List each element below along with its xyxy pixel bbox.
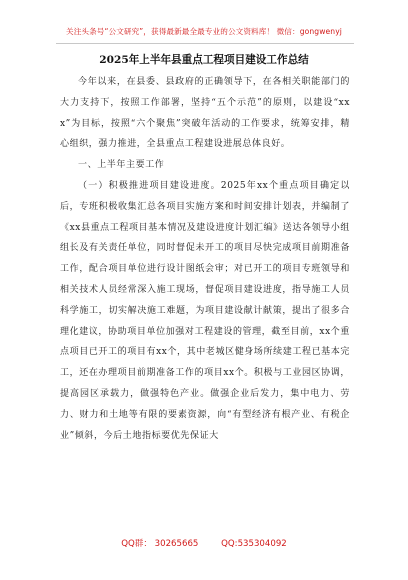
document-body bbox=[60, 72, 350, 446]
section-heading: 一、上半年主要工作 bbox=[78, 160, 165, 171]
header-banner: 关注头条号“公文研究”，获得最新最全最专业的公文资料库！ 微信：gongwenyj bbox=[66, 27, 342, 36]
paragraph-intro: 今年以来，在县委、县政府的正确领导下，在各相关职能部门的大力支持下，按照工作部署，坚持“五个示范”的原则，以建设“xxx”为目标，按照“六个聚焦”突破年活动的工作要求，统筹安排，精心组织，强力推进，全县重点工程建设进展总体良好。 bbox=[60, 77, 350, 150]
footer-qq-group: QQ群： 30265665 bbox=[121, 539, 199, 549]
footer-contact bbox=[0, 537, 408, 549]
document-title: 2025年上半年县重点工程项目建设工作总结 bbox=[99, 54, 309, 66]
header-divider bbox=[56, 43, 354, 44]
footer-qq-number: QQ:535304092 bbox=[221, 539, 287, 549]
paragraph-progress: （一）积极推进项目建设进度。2025年xx个重点项目确定以后，专班积极收集汇总各项目实施方案和时间安排计划表，并编制了《xx县重点工程项目基本情况及建设进度计划汇编》送达各领导小组组长及有关责任单位，同时督促未开工的项目尽快完成项目前期准备工作，配合项目单位进行设计图纸会审；对已开工的项目专班领导和相关技术人员经常深入施工现场，督促项目建设进度，指导施工人员科学施工，切实解决施工难题，为项目建设献计献策，提出了很多合理化建议，协助项目单位加强对工程建设的管理，截至目前，xx个重点项目已开工的项目有xx个，其中老城区健身场所续建工程已基本完工，还在办理项目前期准备工作的项目xx个。积极与工业园区协调，提高园区承载力，做强特色产业。做强企业后发力，集中电力、劳力、财力和土地等有限的要素资源，向“有型经济有根产业、有税企业”倾斜，今后土地指标要优先保证大 bbox=[60, 180, 350, 441]
